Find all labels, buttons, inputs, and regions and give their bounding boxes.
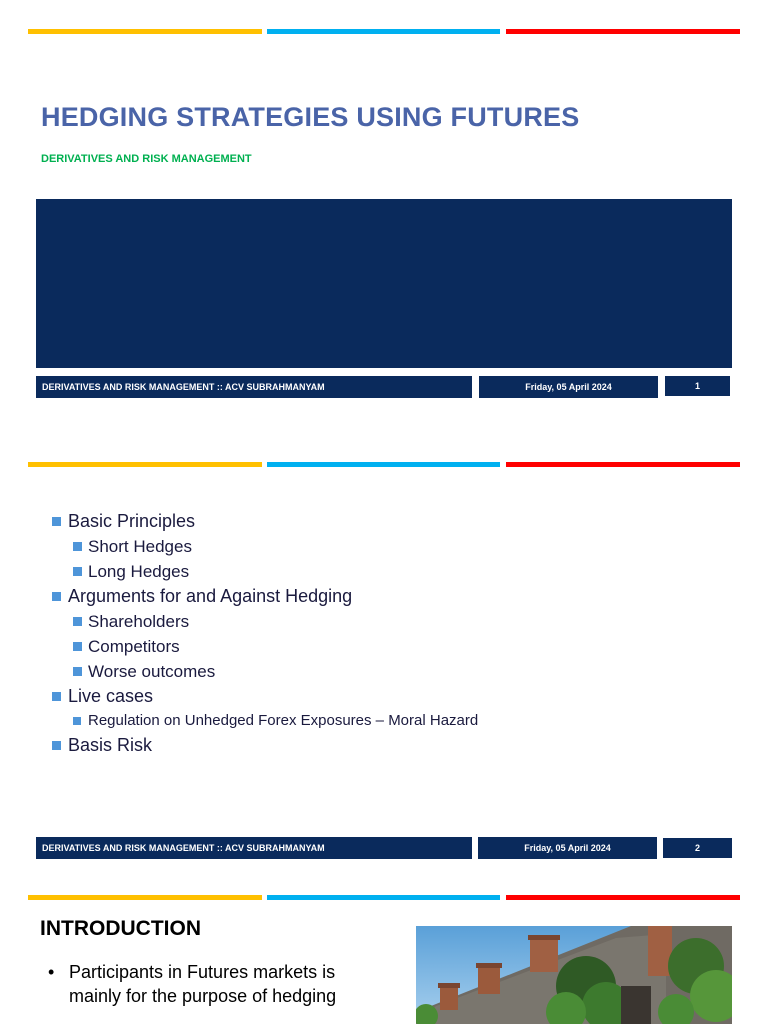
list-item	[52, 559, 478, 584]
list-item-label: Long Hedges	[88, 562, 190, 581]
footer-date: Friday, 05 April 2024	[479, 376, 658, 398]
square-bullet-icon	[73, 667, 82, 676]
square-bullet-icon	[73, 617, 82, 626]
slide-1	[0, 0, 768, 440]
accent-stripe-red	[506, 462, 740, 467]
accent-stripe-yellow	[28, 462, 262, 467]
square-bullet-icon	[73, 567, 82, 576]
list-item-label: Arguments for and Against Hedging	[68, 586, 353, 606]
title-band	[36, 199, 732, 368]
list-item	[52, 584, 478, 609]
list-item-label: Worse outcomes	[88, 662, 216, 681]
accent-stripe-yellow	[28, 29, 262, 34]
footer-course: DERIVATIVES AND RISK MANAGEMENT :: ACV SUBRAHMANYAM	[36, 837, 472, 859]
list-item-label: Participants in Futures markets is mainly for the purpose of hedging	[69, 962, 337, 1006]
square-bullet-icon	[52, 592, 61, 601]
square-bullet-icon	[73, 542, 82, 551]
list-item	[52, 709, 478, 733]
slide-subtitle: DERIVATIVES AND RISK MANAGEMENT	[41, 153, 252, 165]
accent-stripe-blue	[267, 29, 500, 34]
footer-date: Friday, 05 April 2024	[478, 837, 657, 859]
list-item-label: Live cases	[68, 686, 154, 706]
list-item	[52, 534, 478, 559]
square-bullet-icon	[52, 517, 61, 526]
list-item	[52, 509, 478, 534]
section-title: INTRODUCTION	[40, 917, 201, 940]
square-bullet-icon	[73, 642, 82, 651]
slide-2	[0, 440, 768, 875]
list-item	[52, 609, 478, 634]
list-item	[52, 733, 478, 758]
bullet-dot-icon: •	[48, 962, 55, 982]
list-item-label: Shareholders	[88, 612, 190, 631]
footer-page-number: 2	[663, 838, 732, 858]
accent-stripe-red	[506, 29, 740, 34]
list-item	[52, 634, 478, 659]
photo-illustration	[416, 926, 732, 1024]
list-item-label: Basis Risk	[68, 735, 153, 755]
accent-stripe-blue	[267, 895, 500, 900]
square-bullet-icon	[52, 741, 61, 750]
agenda-list	[52, 509, 478, 758]
square-bullet-icon	[73, 717, 81, 725]
list-item-label: Basic Principles	[68, 511, 196, 531]
list-item	[48, 960, 378, 1008]
accent-stripe-red	[506, 895, 740, 900]
list-item-label: Regulation on Unhedged Forex Exposures – Moral Hazard	[88, 712, 479, 729]
list-item-label: Competitors	[88, 637, 180, 656]
slide-title: HEDGING STRATEGIES USING FUTURES	[41, 102, 580, 132]
square-bullet-icon	[52, 692, 61, 701]
house-rooftops-photo	[416, 926, 732, 1024]
footer-page-number: 1	[665, 376, 730, 396]
list-item	[52, 659, 478, 684]
accent-stripe-blue	[267, 462, 500, 467]
accent-stripe-yellow	[28, 895, 262, 900]
list-item-label: Short Hedges	[88, 537, 192, 556]
slide-3	[0, 875, 768, 1024]
list-item	[52, 684, 478, 709]
footer-course: DERIVATIVES AND RISK MANAGEMENT :: ACV SUBRAHMANYAM	[36, 376, 472, 398]
